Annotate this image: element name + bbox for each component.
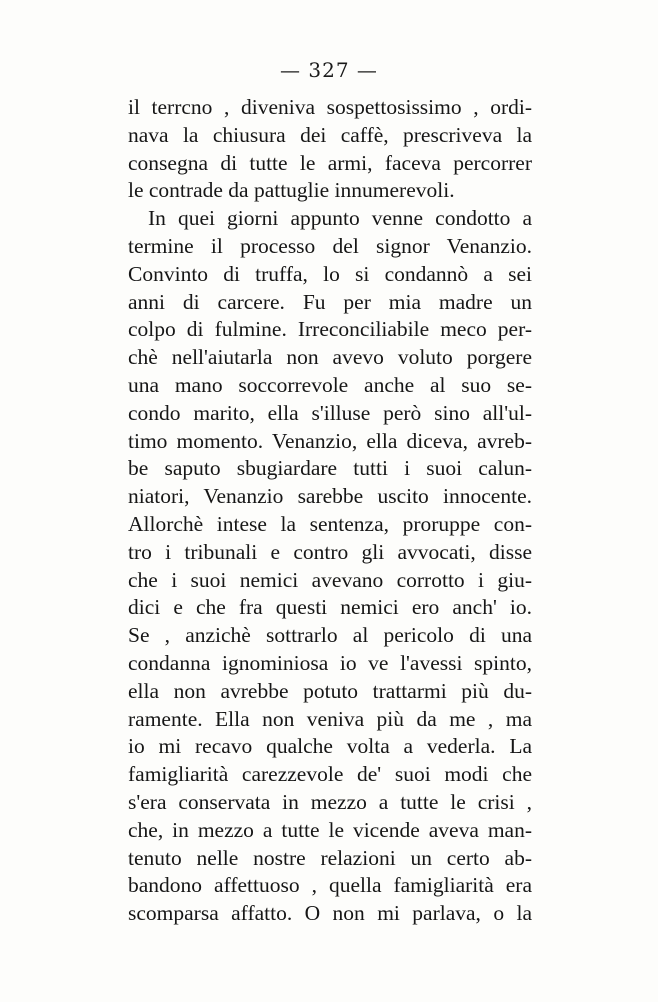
text-line: Convinto di truffa, lo si condannò a sei <box>128 261 532 286</box>
paragraph-start-line: In quei giorni appunto venne condotto a <box>148 206 532 231</box>
text-line: dici e che fra questi nemici ero anch' io. <box>128 595 532 620</box>
text-line: tro i tribunali e contro gli avvocati, disse <box>128 539 532 564</box>
text-line: nava la chiusura dei caffè, prescriveva la <box>128 122 532 147</box>
text-line: una mano soccorrevole anche al suo se- <box>128 372 532 397</box>
text-line: condanna ignominiosa io ve l'avessi spinto, <box>128 650 532 675</box>
text-line: famigliarità carezzevole de' suoi modi che <box>128 762 532 787</box>
text-line: che i suoi nemici avevano corrotto i giu- <box>128 567 532 592</box>
text-line: ella non avrebbe potuto trattarmi più du- <box>128 678 532 703</box>
text-line: colpo di fulmine. Irreconciliabile meco per- <box>128 317 532 342</box>
text-line: chè nell'aiutarla non avevo voluto porgere <box>128 345 532 370</box>
text-line: timo momento. Venanzio, ella diceva, avreb- <box>128 428 532 453</box>
text-line: anni di carcere. Fu per mia madre un <box>128 289 532 314</box>
text-line: il terrcno , diveniva sospettosissimo , ordi- <box>128 95 532 119</box>
page-number: — 327 — <box>280 58 378 82</box>
text-line: termine il processo del signor Venanzio. <box>128 233 532 258</box>
text-line: niatori, Venanzio sarebbe uscito innocente. <box>128 484 532 509</box>
text-line: che, in mezzo a tutte le vicende aveva man- <box>128 817 532 842</box>
text-line: bandono affettuoso , quella famigliarità era <box>128 873 532 898</box>
text-line: io mi recavo qualche volta a vederla. La <box>128 734 532 759</box>
text-line: Se , anzichè sottrarlo al pericolo di una <box>128 623 532 648</box>
text-line: tenuto nelle nostre relazioni un certo ab- <box>128 845 532 870</box>
text-line: condo marito, ella s'illuse però sino all'ul- <box>128 400 532 425</box>
text-line: ramente. Ella non veniva più da me , ma <box>128 706 532 731</box>
text-line: scomparsa affatto. O non mi parlava, o la <box>128 901 532 926</box>
text-line: consegna di tutte le armi, faceva percorrer <box>128 150 532 175</box>
paragraph-end-line: le contrade da pattuglie innumerevoli. <box>128 178 455 203</box>
text-line: be saputo sbugiardare tutti i suoi calun- <box>128 456 532 481</box>
text-line: s'era conservata in mezzo a tutte le crisi , <box>128 789 532 814</box>
text-line: Allorchè intese la sentenza, proruppe con- <box>128 511 532 536</box>
body-text <box>128 94 532 928</box>
